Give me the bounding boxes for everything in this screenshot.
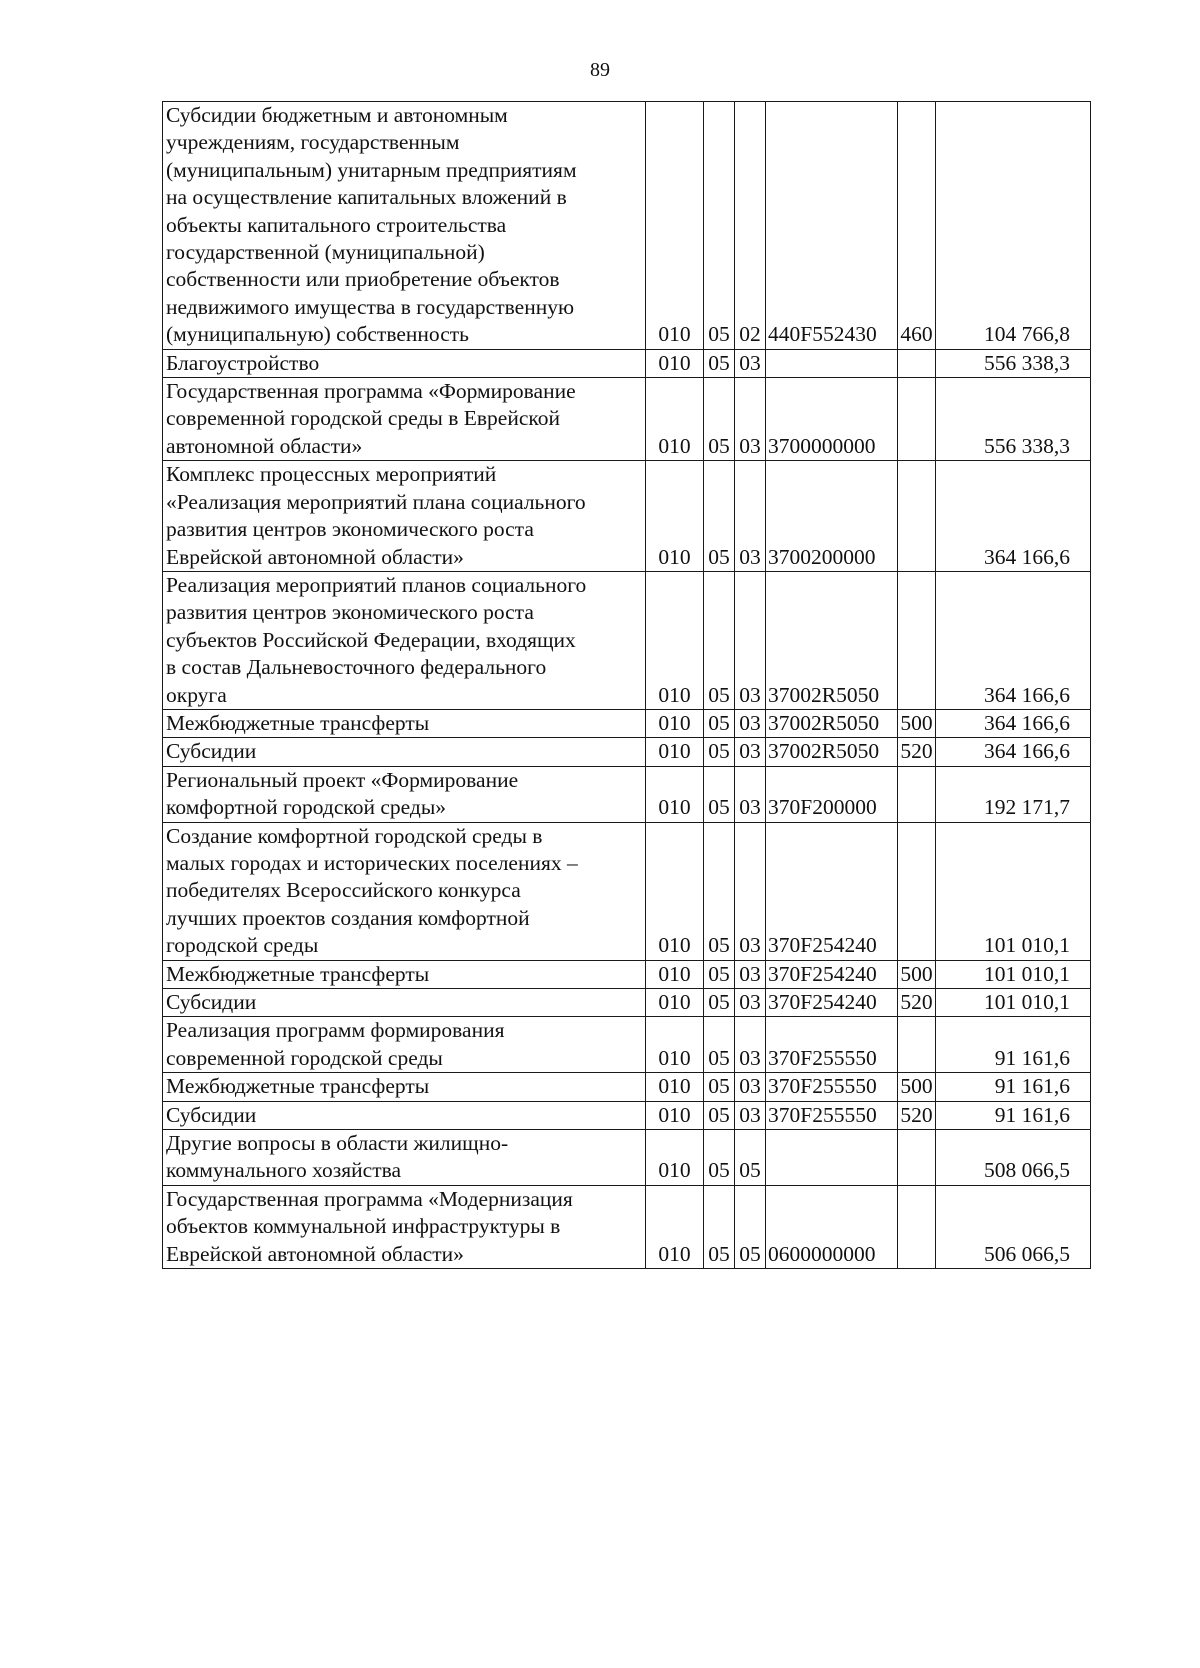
target-article-cell: 370F254240: [766, 960, 898, 988]
subsection-code-cell: 03: [735, 766, 766, 822]
subsection-code-cell: 03: [735, 960, 766, 988]
item-name-line: автономной области»: [166, 433, 363, 458]
item-name-line: Субсидии: [166, 739, 257, 764]
item-name-line: недвижимого имущества в государственную: [166, 294, 575, 319]
target-article-cell: 370F254240: [766, 822, 898, 960]
admin-code-cell: 010: [646, 1101, 704, 1129]
admin-code-cell: 010: [646, 349, 704, 377]
amount-cell: 192 171,7: [936, 766, 1091, 822]
table-row: [163, 766, 1091, 822]
admin-code-cell: 010: [646, 1073, 704, 1101]
amount-cell: 91 161,6: [936, 1101, 1091, 1129]
item-name-line: современной городской среды в Еврейской: [166, 406, 560, 431]
expense-type-cell: [898, 822, 936, 960]
amount-cell: 101 010,1: [936, 822, 1091, 960]
target-article-cell: 37002R5050: [766, 571, 898, 709]
admin-code-cell: 010: [646, 1017, 704, 1073]
target-article-cell: 370F255550: [766, 1017, 898, 1073]
item-name-line: «Реализация мероприятий плана социального: [166, 489, 586, 514]
subsection-code-cell: 03: [735, 349, 766, 377]
item-name-line: развития центров экономического роста: [166, 517, 534, 542]
table-row: [163, 102, 1091, 350]
target-article-cell: 440F552430: [766, 102, 898, 350]
subsection-code-cell: 02: [735, 102, 766, 350]
item-name-line: Создание комфортной городской среды в: [166, 823, 543, 848]
expense-type-cell: 460: [898, 102, 936, 350]
admin-code-cell: 010: [646, 1185, 704, 1268]
expense-type-cell: 520: [898, 989, 936, 1017]
admin-code-cell: 010: [646, 989, 704, 1017]
target-article-cell: 0600000000: [766, 1185, 898, 1268]
item-name-line: собственности или приобретение объектов: [166, 267, 560, 292]
item-name-line: Реализация программ формирования: [166, 1018, 505, 1043]
admin-code-cell: 010: [646, 1130, 704, 1186]
amount-cell: 364 166,6: [936, 738, 1091, 766]
item-name-line: Еврейской автономной области»: [166, 1241, 464, 1266]
section-code-cell: 05: [704, 1130, 735, 1186]
table-row: [163, 989, 1091, 1017]
expense-type-cell: 500: [898, 1073, 936, 1101]
item-name-line: современной городской среды: [166, 1045, 443, 1070]
item-name-line: победителях Всероссийского конкурса: [166, 878, 521, 903]
item-name-cell: [163, 571, 646, 709]
amount-cell: 364 166,6: [936, 571, 1091, 709]
amount-cell: 104 766,8: [936, 102, 1091, 350]
expense-type-cell: [898, 1130, 936, 1186]
item-name-line: Реализация мероприятий планов социального: [166, 572, 587, 597]
admin-code-cell: 010: [646, 709, 704, 737]
item-name-line: субъектов Российской Федерации, входящих: [166, 627, 576, 652]
item-name-cell: [163, 822, 646, 960]
amount-cell: 364 166,6: [936, 709, 1091, 737]
subsection-code-cell: 03: [735, 1073, 766, 1101]
item-name-line: Межбюджетные трансферты: [166, 961, 430, 986]
amount-cell: 101 010,1: [936, 960, 1091, 988]
item-name-line: объектов коммунальной инфраструктуры в: [166, 1214, 561, 1239]
item-name-line: Субсидии: [166, 1102, 257, 1127]
target-article-cell: 370F200000: [766, 766, 898, 822]
page-number: 89: [590, 59, 610, 81]
admin-code-cell: 010: [646, 461, 704, 572]
item-name-line: Государственная программа «Модернизация: [166, 1186, 573, 1211]
section-code-cell: 05: [704, 1101, 735, 1129]
section-code-cell: 05: [704, 461, 735, 572]
expense-type-cell: 500: [898, 960, 936, 988]
item-name-line: Благоустройство: [166, 350, 320, 375]
expense-type-cell: [898, 1017, 936, 1073]
section-code-cell: 05: [704, 738, 735, 766]
subsection-code-cell: 03: [735, 822, 766, 960]
item-name-line: на осуществление капитальных вложений в: [166, 185, 567, 210]
target-article-cell: 3700200000: [766, 461, 898, 572]
section-code-cell: 05: [704, 1073, 735, 1101]
table-row: [163, 1101, 1091, 1129]
table-row: [163, 461, 1091, 572]
expense-type-cell: 520: [898, 738, 936, 766]
item-name-cell: [163, 1017, 646, 1073]
item-name-line: Межбюджетные трансферты: [166, 710, 430, 735]
expense-type-cell: [898, 1185, 936, 1268]
subsection-code-cell: 05: [735, 1130, 766, 1186]
table-row: [163, 1130, 1091, 1186]
admin-code-cell: 010: [646, 738, 704, 766]
item-name-line: Государственная программа «Формирование: [166, 379, 576, 404]
target-article-cell: [766, 1130, 898, 1186]
amount-cell: 91 161,6: [936, 1017, 1091, 1073]
target-article-cell: [766, 349, 898, 377]
subsection-code-cell: 05: [735, 1185, 766, 1268]
item-name-cell: [163, 960, 646, 988]
item-name-line: комфортной городской среды»: [166, 795, 447, 820]
subsection-code-cell: 03: [735, 461, 766, 572]
table-row: [163, 571, 1091, 709]
amount-cell: 364 166,6: [936, 461, 1091, 572]
target-article-cell: 370F255550: [766, 1101, 898, 1129]
item-name-line: округа: [166, 682, 227, 707]
subsection-code-cell: 03: [735, 738, 766, 766]
budget-table-body: [163, 102, 1091, 1269]
section-code-cell: 05: [704, 960, 735, 988]
target-article-cell: 37002R5050: [766, 709, 898, 737]
item-name-line: коммунального хозяйства: [166, 1158, 402, 1183]
amount-cell: 508 066,5: [936, 1130, 1091, 1186]
target-article-cell: 370F255550: [766, 1073, 898, 1101]
section-code-cell: 05: [704, 766, 735, 822]
item-name-line: государственной (муниципальной): [166, 240, 485, 265]
table-row: [163, 738, 1091, 766]
subsection-code-cell: 03: [735, 1017, 766, 1073]
item-name-line: (муниципальным) унитарным предприятиям: [166, 157, 577, 182]
section-code-cell: 05: [704, 822, 735, 960]
section-code-cell: 05: [704, 709, 735, 737]
admin-code-cell: 010: [646, 378, 704, 461]
table-row: [163, 960, 1091, 988]
subsection-code-cell: 03: [735, 378, 766, 461]
item-name-line: Субсидии бюджетным и автономным: [166, 103, 508, 127]
expense-type-cell: [898, 349, 936, 377]
item-name-cell: [163, 102, 646, 350]
item-name-cell: [163, 766, 646, 822]
expense-type-cell: 500: [898, 709, 936, 737]
section-code-cell: 05: [704, 571, 735, 709]
table-row: [163, 1017, 1091, 1073]
subsection-code-cell: 03: [735, 571, 766, 709]
item-name-cell: [163, 709, 646, 737]
item-name-cell: [163, 461, 646, 572]
item-name-line: городской среды: [166, 933, 319, 958]
item-name-cell: [163, 1130, 646, 1186]
amount-cell: 101 010,1: [936, 989, 1091, 1017]
expense-type-cell: [898, 461, 936, 572]
item-name-line: Региональный проект «Формирование: [166, 767, 519, 792]
item-name-line: объекты капитального строительства: [166, 212, 507, 237]
expense-type-cell: [898, 766, 936, 822]
item-name-cell: [163, 378, 646, 461]
section-code-cell: 05: [704, 1017, 735, 1073]
amount-cell: 556 338,3: [936, 378, 1091, 461]
admin-code-cell: 010: [646, 571, 704, 709]
subsection-code-cell: 03: [735, 1101, 766, 1129]
target-article-cell: 3700000000: [766, 378, 898, 461]
item-name-line: малых городах и исторических поселениях –: [166, 850, 578, 875]
section-code-cell: 05: [704, 378, 735, 461]
item-name-cell: [163, 1073, 646, 1101]
item-name-line: (муниципальную) собственность: [166, 322, 469, 347]
target-article-cell: 37002R5050: [766, 738, 898, 766]
expense-type-cell: 520: [898, 1101, 936, 1129]
amount-cell: 91 161,6: [936, 1073, 1091, 1101]
subsection-code-cell: 03: [735, 989, 766, 1017]
amount-cell: 556 338,3: [936, 349, 1091, 377]
item-name-line: Другие вопросы в области жилищно-: [166, 1131, 509, 1156]
table-row: [163, 1073, 1091, 1101]
item-name-line: развития центров экономического роста: [166, 600, 534, 625]
table-row: [163, 822, 1091, 960]
section-code-cell: 05: [704, 102, 735, 350]
subsection-code-cell: 03: [735, 709, 766, 737]
table-row: [163, 349, 1091, 377]
item-name-line: в состав Дальневосточного федерального: [166, 655, 547, 680]
target-article-cell: 370F254240: [766, 989, 898, 1017]
table-row: [163, 378, 1091, 461]
item-name-line: Межбюджетные трансферты: [166, 1074, 430, 1099]
admin-code-cell: 010: [646, 102, 704, 350]
table-row: [163, 1185, 1091, 1268]
section-code-cell: 05: [704, 349, 735, 377]
table-row: [163, 709, 1091, 737]
section-code-cell: 05: [704, 1185, 735, 1268]
item-name-cell: [163, 989, 646, 1017]
item-name-line: учреждениям, государственным: [166, 130, 460, 155]
item-name-cell: [163, 738, 646, 766]
item-name-cell: [163, 349, 646, 377]
section-code-cell: 05: [704, 989, 735, 1017]
item-name-cell: [163, 1185, 646, 1268]
item-name-cell: [163, 1101, 646, 1129]
amount-cell: 506 066,5: [936, 1185, 1091, 1268]
item-name-line: Комплекс процессных мероприятий: [166, 462, 497, 487]
item-name-line: лучших проектов создания комфортной: [166, 905, 530, 930]
expense-type-cell: [898, 378, 936, 461]
admin-code-cell: 010: [646, 822, 704, 960]
expense-type-cell: [898, 571, 936, 709]
admin-code-cell: 010: [646, 960, 704, 988]
admin-code-cell: 010: [646, 766, 704, 822]
budget-table: [162, 101, 1091, 1269]
item-name-line: Субсидии: [166, 990, 257, 1014]
item-name-line: Еврейской автономной области»: [166, 544, 464, 569]
